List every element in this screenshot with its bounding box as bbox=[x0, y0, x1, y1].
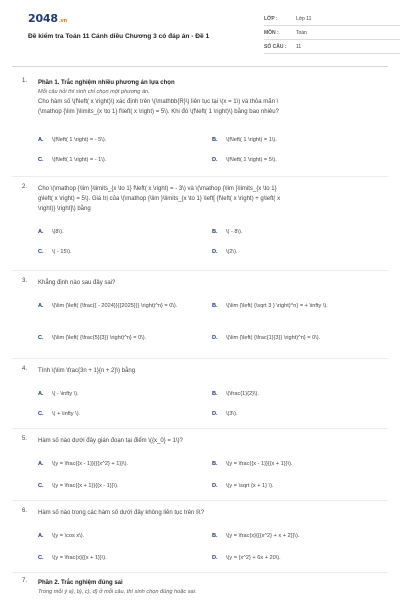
question-number: 2. bbox=[22, 184, 28, 190]
question bbox=[12, 436, 388, 498]
question-number: 6. bbox=[22, 508, 28, 514]
option-letter: C. bbox=[38, 555, 44, 561]
option-text: \(y = \frac{x}{{x + 1}}\). bbox=[52, 555, 107, 561]
option-text: \( - 15\). bbox=[52, 249, 72, 255]
meta-label: LỚP : bbox=[264, 15, 278, 22]
answer-option[interactable] bbox=[212, 482, 382, 490]
option-text: \(3\). bbox=[226, 411, 238, 417]
divider bbox=[12, 358, 388, 359]
option-letter: D. bbox=[212, 335, 218, 341]
meta-info bbox=[264, 12, 400, 54]
option-letter: D. bbox=[212, 483, 218, 489]
option-text: \(8\). bbox=[52, 229, 64, 235]
option-text: \(y = \frac{{x - 1}}{{x + 1}}\). bbox=[226, 461, 293, 467]
answer-option[interactable] bbox=[38, 460, 208, 468]
option-letter: B. bbox=[212, 461, 218, 467]
logo-text: 2048 bbox=[28, 12, 58, 25]
option-letter: A. bbox=[38, 229, 44, 235]
divider bbox=[12, 500, 388, 501]
answer-option[interactable] bbox=[212, 532, 382, 540]
question-number: 1. bbox=[22, 78, 28, 84]
option-letter: B. bbox=[212, 137, 218, 143]
option-text: \( - \infty \). bbox=[52, 391, 79, 397]
option-letter: A. bbox=[38, 303, 44, 309]
question-text: \right)} \right]\) bằng bbox=[38, 206, 91, 212]
option-text: \(f\left( 1 \right) = 1\). bbox=[226, 137, 277, 143]
answer-option[interactable] bbox=[212, 554, 382, 562]
option-letter: A. bbox=[38, 533, 44, 539]
question-body bbox=[38, 278, 384, 288]
option-text: \(y = \cos x\). bbox=[52, 533, 85, 539]
question-text: (\mathop {\lim }\limits_{x \to 1} f\left( x \right) = 5\). Khi đó \(f\left( 1 \right)\) bằng bao nhiêu? bbox=[38, 109, 279, 115]
question-body bbox=[38, 436, 384, 446]
answer-option[interactable] bbox=[212, 334, 382, 342]
option-text: \(f\left( 1 \right) = 5\). bbox=[226, 157, 277, 163]
question bbox=[12, 366, 388, 426]
question-number: 7. bbox=[22, 578, 28, 584]
divider bbox=[12, 572, 388, 573]
divider bbox=[12, 176, 388, 177]
question-body bbox=[38, 508, 384, 518]
option-letter: C. bbox=[38, 335, 44, 341]
answer-option[interactable] bbox=[212, 302, 382, 310]
option-text: \(y = \frac{{x - 1}}{{{x^2} + 1}}\). bbox=[52, 461, 129, 467]
meta-value: Lớp 11 bbox=[296, 15, 312, 22]
question-body bbox=[38, 78, 384, 117]
meta-row-subject bbox=[264, 26, 400, 40]
question bbox=[12, 78, 388, 170]
answer-option[interactable] bbox=[38, 156, 218, 164]
option-letter: C. bbox=[38, 483, 44, 489]
header-divider bbox=[12, 66, 388, 67]
option-letter: D. bbox=[212, 249, 218, 255]
option-letter: B. bbox=[212, 391, 218, 397]
answer-option[interactable] bbox=[38, 302, 208, 310]
option-text: \(f\left( 1 \right) = - 1\). bbox=[52, 157, 107, 163]
site-logo[interactable] bbox=[28, 12, 67, 25]
option-letter: B. bbox=[212, 229, 218, 235]
option-letter: D. bbox=[212, 555, 218, 561]
option-text: \(\lim {\left( {\frac{{ - 2024}}{{2025}}} \right)^n} = 0\). bbox=[52, 303, 178, 309]
answer-option[interactable] bbox=[38, 482, 208, 490]
question bbox=[12, 278, 388, 354]
question-text: Hàm số nào dưới đây gián đoạn tại điểm \({x_0} = 1\)? bbox=[38, 438, 183, 444]
answer-option[interactable] bbox=[38, 136, 218, 144]
option-letter: B. bbox=[212, 303, 218, 309]
meta-label: MÔN : bbox=[264, 29, 279, 36]
answer-option[interactable] bbox=[38, 410, 208, 418]
question bbox=[12, 184, 388, 262]
document-title: Đề kiểm tra Toán 11 Cánh diều Chương 3 có đáp án - Đề 1 bbox=[28, 33, 210, 40]
option-letter: A. bbox=[38, 391, 44, 397]
question-body bbox=[38, 366, 384, 376]
option-letter: A. bbox=[38, 461, 44, 467]
answer-option[interactable] bbox=[212, 248, 382, 256]
answer-option[interactable] bbox=[212, 410, 382, 418]
answer-option[interactable] bbox=[38, 248, 218, 256]
option-letter: C. bbox=[38, 249, 44, 255]
meta-value: Toán bbox=[296, 29, 307, 36]
question-text: Tính \(\lim \frac{3n + 1}{n + 2}\) bằng bbox=[38, 368, 136, 374]
option-text: \(\frac{1}{2}\). bbox=[226, 391, 259, 397]
divider bbox=[12, 270, 388, 271]
question bbox=[12, 578, 388, 598]
meta-row-class bbox=[264, 12, 400, 26]
section-heading: Phần 1. Trắc nghiệm nhiều phương án lựa chọn bbox=[38, 80, 175, 86]
option-text: \(y = \frac{x}{{{x^2} + x + 2}}\). bbox=[226, 533, 300, 539]
meta-value: 11 bbox=[296, 43, 302, 50]
answer-option[interactable] bbox=[212, 390, 382, 398]
question-text: Khẳng định nào sau đây sai? bbox=[38, 280, 116, 286]
answer-option[interactable] bbox=[38, 390, 208, 398]
logo-suffix: .vn bbox=[58, 18, 67, 24]
answer-option[interactable] bbox=[212, 228, 382, 236]
option-text: \(\lim {\left( {\sqrt 3 } \right)^n} = + \infty \). bbox=[226, 303, 328, 309]
option-text: \(\lim {\left( {\frac{5}{3}} \right)^n} = 0\). bbox=[52, 335, 147, 341]
header bbox=[12, 0, 388, 62]
answer-option[interactable] bbox=[38, 228, 218, 236]
question-text: g\left( x \right) = 5\). Giá trị của \(\mathop {\lim }\limits_{x \to 1} \left[ {f\left( x \right) + g\left( x bbox=[38, 196, 281, 202]
meta-label: SỐ CÂU : bbox=[264, 43, 287, 50]
option-text: \(2\). bbox=[226, 249, 238, 255]
question-body bbox=[38, 578, 384, 597]
answer-option[interactable] bbox=[212, 136, 382, 144]
option-letter: C. bbox=[38, 411, 44, 417]
section-instruction: Trong mỗi ý a), b), c), d) ở mỗi câu, thí sinh chọn đúng hoặc sai. bbox=[38, 589, 197, 595]
answer-option[interactable] bbox=[38, 334, 208, 342]
question-body bbox=[38, 184, 384, 214]
option-text: \( + \infty \). bbox=[52, 411, 81, 417]
answer-option[interactable] bbox=[212, 460, 382, 468]
option-text: \(y = \frac{{x + 1}}{{x - 1}}\). bbox=[52, 483, 119, 489]
option-letter: C. bbox=[38, 157, 44, 163]
option-text: \(f\left( 1 \right) = - 5\). bbox=[52, 137, 107, 143]
option-text: \( - 8\). bbox=[226, 229, 243, 235]
section-instruction: Mỗi câu hỏi thí sinh chỉ chọn một phương án. bbox=[38, 89, 150, 95]
option-letter: D. bbox=[212, 157, 218, 163]
question-text: Hàm số nào trong các hàm số dưới đây không liên tục trên ℝ? bbox=[38, 510, 205, 516]
divider bbox=[12, 428, 388, 429]
answer-option[interactable] bbox=[38, 554, 208, 562]
option-letter: D. bbox=[212, 411, 218, 417]
answer-option[interactable] bbox=[212, 156, 382, 164]
question-text: Cho hàm số \(f\left( x \right)\) xác định trên \(\mathbb{R}\) liên tục tại \(x = 1\) và thỏa mãn \ bbox=[38, 99, 279, 105]
option-text: \(y = {x^2} + 6x + 20\). bbox=[226, 555, 281, 561]
question-text: Cho \(\mathop {\lim }\limits_{x \to 1} f\left( x \right) = - 3\) và \(\mathop {\lim }\limits_{x \to 1} bbox=[38, 186, 277, 192]
option-text: \(y = \sqrt {x + 1} \). bbox=[226, 483, 274, 489]
answer-option[interactable] bbox=[38, 532, 208, 540]
option-text: \(\lim {\left( {\frac{1}{3}} \right)^n} = 0\). bbox=[226, 335, 321, 341]
meta-row-count bbox=[264, 40, 400, 54]
question-number: 5. bbox=[22, 436, 28, 442]
question-number: 3. bbox=[22, 278, 28, 284]
option-letter: B. bbox=[212, 533, 218, 539]
section-heading: Phần 2. Trắc nghiệm đúng sai bbox=[38, 580, 123, 586]
question-number: 4. bbox=[22, 366, 28, 372]
option-letter: A. bbox=[38, 137, 44, 143]
question bbox=[12, 508, 388, 570]
